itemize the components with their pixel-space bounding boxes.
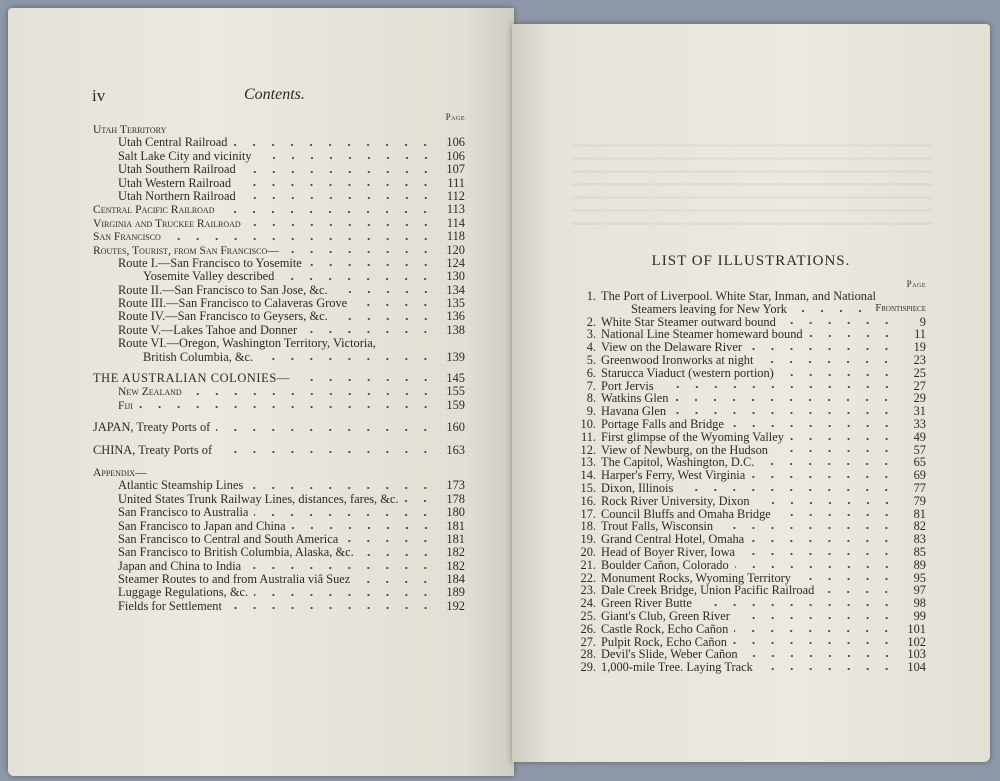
item-number: 21. — [580, 557, 596, 572]
item-number: 10. — [580, 416, 596, 431]
dot-leader — [750, 539, 896, 543]
dot-leader — [308, 263, 435, 267]
contents-entry — [93, 284, 465, 297]
item-title: Trout Falls, Wisconsin — [601, 519, 714, 534]
entry-page: 173 — [446, 478, 465, 493]
entry-page: 184 — [446, 572, 465, 587]
dot-leader — [242, 170, 435, 174]
entry-title: United States Trunk Railway Lines, distances, fares, &c. — [118, 491, 399, 506]
dot-leader — [247, 566, 435, 570]
dot-leader — [285, 250, 435, 254]
contents-entry — [93, 190, 465, 203]
item-title: Green River Butte — [601, 596, 692, 611]
item-page: 82 — [913, 519, 926, 534]
dot-leader — [242, 196, 435, 200]
right-page-illustrations — [512, 24, 990, 762]
item-page: 65 — [913, 455, 926, 470]
contents-entry — [93, 177, 465, 190]
dot-leader — [744, 654, 896, 658]
dot-leader — [756, 501, 896, 505]
entry-page: 155 — [446, 384, 465, 399]
dot-leader — [292, 526, 435, 530]
contents-entry — [93, 506, 465, 519]
entry-title: New Zealand — [118, 385, 182, 399]
contents-entry — [93, 466, 465, 479]
item-page: 102 — [907, 634, 926, 649]
item-number: 26. — [580, 621, 596, 636]
item-page: 31 — [913, 404, 926, 419]
contents-entry — [93, 520, 465, 533]
item-title: Watkins Glen — [601, 391, 669, 406]
entry-title: Route VI.—Oregon, Washington Territory, Victoria, — [118, 336, 376, 351]
item-number: 2. — [586, 314, 596, 329]
item-page: 49 — [913, 429, 926, 444]
entry-page: 159 — [446, 397, 465, 412]
entry-title: Routes, Tourist, from San Francisco— — [93, 243, 279, 257]
dot-leader — [228, 606, 435, 610]
item-page: 9 — [919, 314, 926, 329]
entry-title: CHINA, Treaty Ports of — [93, 442, 213, 457]
illustration-entry — [574, 623, 926, 636]
item-page: 98 — [913, 596, 926, 611]
entry-title: Utah Northern Railroad — [118, 188, 236, 203]
dot-leader — [353, 303, 435, 307]
entry-title: Atlantic Steamship Lines — [118, 478, 244, 493]
dot-leader — [259, 357, 435, 361]
entry-page: 145 — [446, 371, 465, 386]
entry-page: 182 — [446, 558, 465, 573]
illustration-entry — [574, 418, 926, 431]
dot-leader — [188, 392, 435, 396]
illustration-entry — [574, 546, 926, 559]
contents-entry — [93, 444, 465, 457]
item-number: 25. — [580, 608, 596, 623]
entry-title: British Columbia, &c. — [143, 349, 254, 364]
page-column-label: Page — [906, 279, 926, 289]
item-page: 23 — [913, 352, 926, 367]
item-number: 28. — [580, 647, 596, 662]
contents-entry — [93, 203, 465, 216]
item-page: 104 — [907, 660, 926, 675]
item-page: 101 — [907, 621, 926, 636]
dot-leader — [216, 428, 435, 432]
entry-title: Route III.—San Francisco to Calaveras Grove — [118, 296, 348, 311]
item-title: Devil's Slide, Weber Cañon — [601, 647, 738, 662]
illustration-entry — [574, 495, 926, 508]
item-title: 1,000-mile Tree. Laying Track — [601, 660, 753, 675]
entry-title: Route I.—San Francisco to Yosemite — [118, 255, 302, 270]
entry-title: Utah Territory — [93, 122, 167, 136]
item-page: 85 — [913, 544, 926, 559]
item-title: The Capitol, Washington, D.C. — [601, 455, 755, 470]
item-title: Castle Rock, Echo Cañon — [601, 621, 729, 636]
entry-title: San Francisco to British Columbia, Alaska, &c. — [118, 545, 354, 560]
contents-entry — [93, 163, 465, 176]
item-title: Monument Rocks, Wyoming Territory — [601, 570, 791, 585]
entry-page: 139 — [446, 349, 465, 364]
entry-title: Appendix— — [93, 465, 147, 479]
illustration-entry — [574, 367, 926, 380]
dot-leader — [741, 552, 896, 556]
running-head: Contents. — [244, 86, 305, 103]
item-number: 24. — [580, 596, 596, 611]
entry-title: San Francisco to Central and South America — [118, 531, 339, 546]
entry-page: 113 — [446, 202, 465, 217]
dot-leader — [254, 593, 435, 597]
item-number: 8. — [586, 391, 596, 406]
entry-page: 178 — [446, 491, 465, 506]
entry-page: 130 — [446, 269, 465, 284]
contents-list — [93, 112, 465, 613]
item-page: Frontispiece — [875, 302, 926, 314]
illustrations-list — [574, 279, 926, 674]
entry-title: Virginia and Truckee Railroad — [93, 216, 241, 230]
dot-leader — [247, 223, 435, 227]
left-page-contents — [8, 8, 514, 776]
dot-leader — [734, 629, 896, 633]
dot-leader — [809, 334, 896, 338]
entry-page: 118 — [446, 229, 465, 244]
dot-leader — [820, 590, 896, 594]
dot-leader — [780, 373, 896, 377]
dot-leader — [735, 565, 896, 569]
item-page: 29 — [913, 391, 926, 406]
dot-leader — [660, 385, 896, 389]
entry-title: THE AUSTRALIAN COLONIES— — [93, 371, 290, 386]
item-title: Rock River University, Dixon — [601, 493, 750, 508]
item-title: The Port of Liverpool. White Star, Inman, and National — [601, 289, 876, 303]
entry-page: 138 — [446, 322, 465, 337]
entry-title: San Francisco to Australia — [118, 505, 249, 520]
dot-leader — [751, 475, 896, 479]
item-number: 6. — [586, 365, 596, 380]
contents-entry — [93, 587, 465, 600]
item-title: Portage Falls and Bridge — [601, 416, 724, 431]
item-number: 5. — [586, 352, 596, 367]
entry-page: 112 — [446, 188, 465, 203]
entry-title: Utah Western Railroad — [118, 175, 232, 190]
item-page: 89 — [913, 557, 926, 572]
entry-title: Steamer Routes to and from Australia viâ Suez — [118, 572, 351, 587]
item-title: Dale Creek Bridge, Union Pacific Railroad — [601, 583, 815, 598]
dot-leader — [777, 513, 896, 517]
item-page: 33 — [913, 416, 926, 431]
entry-page: 107 — [446, 162, 465, 177]
contents-entry — [93, 546, 465, 559]
contents-entry — [93, 257, 465, 270]
dot-leader — [679, 488, 896, 492]
item-title: National Line Steamer homeward bound — [601, 327, 803, 342]
item-title: Greenwood Ironworks at night — [601, 352, 754, 367]
dot-leader — [759, 360, 896, 364]
item-page: 69 — [913, 468, 926, 483]
contents-entry — [93, 385, 465, 398]
entry-page: 192 — [446, 598, 465, 613]
dot-leader — [356, 580, 435, 584]
item-title: Head of Boyer River, Iowa — [601, 544, 736, 559]
entry-title: Fields for Settlement — [118, 598, 222, 613]
dot-leader — [793, 309, 870, 313]
contents-entry — [93, 244, 465, 257]
dot-leader — [698, 603, 896, 607]
dot-leader — [674, 398, 896, 402]
entry-title: Route V.—Lakes Tahoe and Donner — [118, 322, 298, 337]
entry-title: Japan and China to India — [118, 558, 242, 573]
item-page: 77 — [913, 480, 926, 495]
entry-title: Utah Southern Railroad — [118, 162, 236, 177]
dot-leader — [774, 449, 896, 453]
item-number: 7. — [586, 378, 596, 393]
contents-entry — [93, 297, 465, 310]
item-page: 11 — [914, 327, 926, 342]
illustration-entry — [574, 597, 926, 610]
entry-page: 120 — [446, 242, 465, 257]
dot-leader — [280, 277, 435, 281]
dot-leader — [220, 210, 435, 214]
item-number: 4. — [586, 340, 596, 355]
dot-leader — [360, 553, 435, 557]
item-title: View of Newburg, on the Hudson — [601, 442, 768, 457]
entry-title: San Francisco to Japan and China — [118, 518, 286, 533]
item-page: 83 — [913, 532, 926, 547]
dot-leader — [736, 616, 896, 620]
item-page: 19 — [913, 340, 926, 355]
dot-leader — [730, 424, 896, 428]
illustration-entry — [574, 661, 926, 674]
entry-page: 136 — [446, 309, 465, 324]
dot-leader — [759, 667, 896, 671]
entry-title: Route II.—San Francisco to San Jose, &c. — [118, 282, 328, 297]
item-number: 1. — [586, 289, 596, 303]
dot-leader — [404, 499, 435, 503]
entry-page: 181 — [446, 531, 465, 546]
item-title: Port Jervis — [601, 378, 654, 393]
contents-entry — [93, 150, 465, 163]
contents-entry — [93, 136, 465, 149]
contents-entry — [93, 324, 465, 337]
item-number: 27. — [580, 634, 596, 649]
item-title: Giant's Club, Green River — [601, 608, 730, 623]
entry-page: 111 — [447, 175, 465, 190]
item-page: 25 — [913, 365, 926, 380]
contents-entry — [93, 230, 465, 243]
entry-page: 163 — [446, 442, 465, 457]
dot-leader — [790, 437, 896, 441]
entry-title: San Francisco — [93, 230, 161, 244]
page-column-label: Page — [445, 112, 465, 122]
item-page: 103 — [907, 647, 926, 662]
entry-page: 189 — [446, 585, 465, 600]
show-through-text — [572, 144, 932, 234]
item-page: 97 — [913, 583, 926, 598]
item-title: Council Bluffs and Omaha Bridge — [601, 506, 771, 521]
item-number: 29. — [580, 660, 596, 675]
item-number: 18. — [580, 519, 596, 534]
contents-entry — [93, 270, 465, 283]
illustration-entry — [574, 354, 926, 367]
dot-leader — [249, 486, 435, 490]
item-number: 3. — [586, 327, 596, 342]
illustration-entry — [574, 431, 926, 444]
item-page: 79 — [913, 493, 926, 508]
dot-leader — [139, 405, 435, 409]
entry-page: 160 — [446, 420, 465, 435]
dot-leader — [258, 156, 435, 160]
entry-title: Yosemite Valley described — [143, 269, 275, 284]
entry-page: 114 — [446, 215, 465, 230]
illustration-entry — [574, 290, 926, 303]
item-number: 15. — [580, 480, 596, 495]
entry-page: 124 — [446, 255, 465, 270]
item-number: 20. — [580, 544, 596, 559]
item-page: 57 — [913, 442, 926, 457]
entry-title: Route IV.—San Francisco to Geysers, &c. — [118, 309, 328, 324]
item-page: 99 — [913, 608, 926, 623]
dot-leader — [733, 641, 896, 645]
entry-title: Fiji — [118, 398, 133, 412]
item-page: 81 — [913, 506, 926, 521]
item-title: Dixon, Illinois — [601, 480, 674, 495]
entry-title: Central Pacific Railroad — [93, 203, 215, 217]
item-number: 14. — [580, 468, 596, 483]
item-number: 16. — [580, 493, 596, 508]
entry-title: JAPAN, Treaty Ports of — [93, 420, 211, 435]
dot-leader — [797, 577, 896, 581]
item-page: 95 — [913, 570, 926, 585]
contents-entry — [93, 560, 465, 573]
contents-entry — [93, 600, 465, 613]
dot-leader — [760, 462, 896, 466]
contents-entry — [93, 399, 465, 412]
item-title: Boulder Cañon, Colorado — [601, 557, 729, 572]
item-title: Pulpit Rock, Echo Cañon — [601, 634, 727, 649]
contents-entry — [93, 123, 465, 136]
contents-entry — [93, 479, 465, 492]
dot-leader — [296, 378, 435, 382]
contents-entry — [93, 533, 465, 546]
item-title: Havana Glen — [601, 404, 667, 419]
dot-leader — [334, 317, 435, 321]
illustration-entry — [574, 303, 926, 316]
item-number: 11. — [580, 429, 596, 444]
illustration-entry — [574, 610, 926, 623]
entry-page: 182 — [446, 545, 465, 560]
entry-title: Utah Central Railroad — [118, 135, 228, 150]
item-title: Harper's Ferry, West Virginia — [601, 468, 746, 483]
contents-entry — [93, 351, 465, 364]
page-number: iv — [92, 86, 106, 105]
dot-leader — [254, 513, 435, 517]
contents-entry — [93, 493, 465, 506]
dot-leader — [719, 526, 896, 530]
entry-title: Salt Lake City and vicinity — [118, 148, 252, 163]
entry-page: 106 — [446, 135, 465, 150]
dot-leader — [233, 143, 435, 147]
dot-leader — [218, 450, 435, 454]
item-title: Grand Central Hotel, Omaha — [601, 532, 745, 547]
dot-leader — [672, 411, 896, 415]
item-number: 19. — [580, 532, 596, 547]
item-title: Steamers leaving for New York — [631, 301, 787, 316]
dot-leader — [237, 183, 435, 187]
illustration-entry — [574, 559, 926, 572]
entry-title: Luggage Regulations, &c. — [118, 585, 249, 600]
contents-entry — [93, 372, 465, 385]
dot-leader — [334, 290, 435, 294]
item-number: 22. — [580, 570, 596, 585]
contents-entry — [93, 337, 465, 350]
item-number: 13. — [580, 455, 596, 470]
entry-page: 180 — [446, 505, 465, 520]
dot-leader — [167, 237, 435, 241]
item-number: 17. — [580, 506, 596, 521]
item-title: View on the Delaware River — [601, 340, 743, 355]
entry-page: 181 — [446, 518, 465, 533]
dot-leader — [303, 330, 435, 334]
contents-entry — [93, 310, 465, 323]
item-title: Starucca Viaduct (western portion) — [601, 365, 774, 380]
contents-entry — [93, 217, 465, 230]
entry-page: 135 — [446, 296, 465, 311]
item-page: 27 — [913, 378, 926, 393]
dot-leader — [748, 347, 896, 351]
illustrations-title: LIST OF ILLUSTRATIONS. — [651, 253, 851, 269]
dot-leader — [344, 539, 435, 543]
entry-page: 134 — [446, 282, 465, 297]
item-number: 23. — [580, 583, 596, 598]
item-number: 9. — [586, 404, 596, 419]
entry-page: 106 — [446, 148, 465, 163]
item-title: White Star Steamer outward bound — [601, 314, 776, 329]
item-title: First glimpse of the Wyoming Valley — [601, 429, 784, 444]
illustration-entry — [574, 482, 926, 495]
item-number: 12. — [580, 442, 596, 457]
contents-entry — [93, 573, 465, 586]
contents-entry — [93, 421, 465, 434]
dot-leader — [782, 321, 896, 325]
